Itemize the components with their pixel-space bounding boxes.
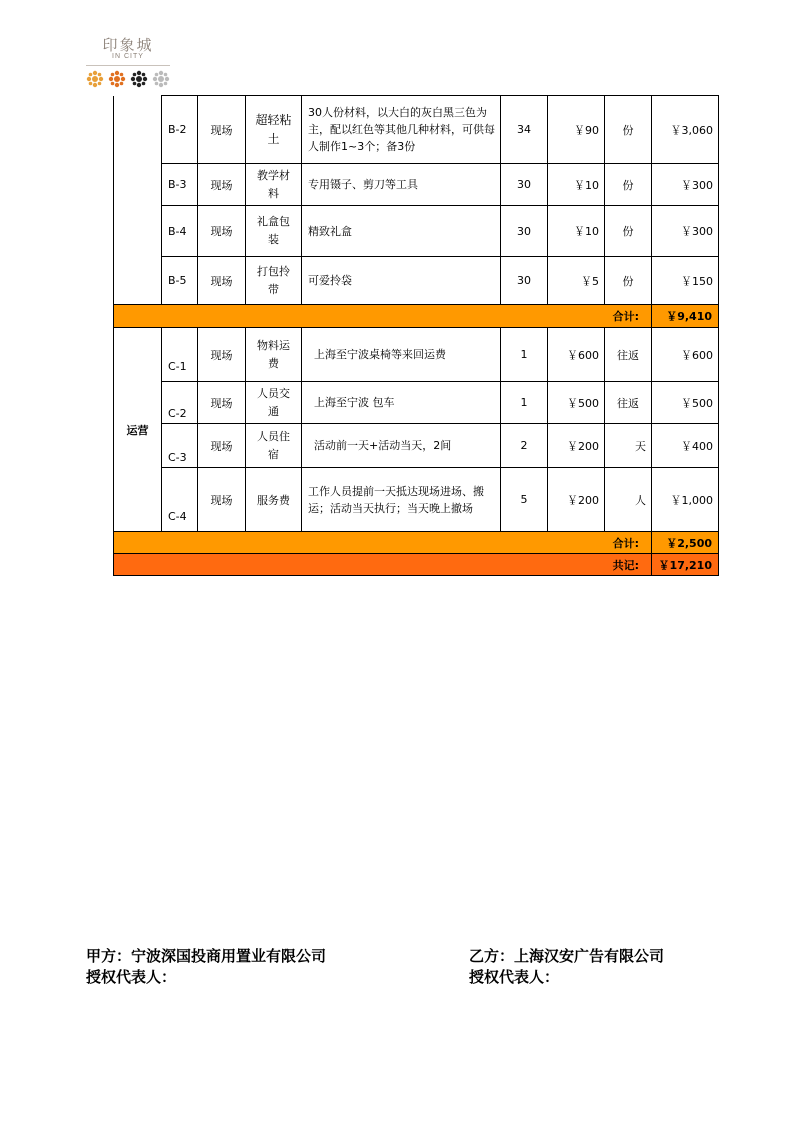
subtotal-label: 合计: [114, 305, 652, 328]
item-description: 精致礼盒 [302, 206, 501, 257]
item-name: 人员交通 [246, 382, 302, 424]
item-location: 现场 [198, 382, 246, 424]
item-unit-price: ￥90 [548, 96, 605, 164]
item-name: 人员住宿 [246, 424, 302, 468]
item-amount: ￥400 [652, 424, 719, 468]
item-quantity: 30 [501, 206, 548, 257]
item-unit: 往返 [605, 328, 652, 382]
item-location: 现场 [198, 468, 246, 532]
item-quantity: 30 [501, 164, 548, 206]
item-name: 服务费 [246, 468, 302, 532]
item-unit-price: ￥5 [548, 257, 605, 305]
item-amount: ￥300 [652, 206, 719, 257]
item-unit-price: ￥10 [548, 206, 605, 257]
party-a-representative: 授权代表人： [86, 968, 177, 986]
item-description: 30人份材料，以大白的灰白黑三色为主，配以红色等其他几种材料，可供每人制作1~3个；备3份 [302, 96, 501, 164]
item-code: B-3 [162, 164, 198, 206]
table-row [114, 382, 719, 424]
item-code: B-4 [162, 206, 198, 257]
item-description: 上海至宁波桌椅等来回运费 [302, 328, 501, 382]
quotation-table [113, 95, 719, 576]
table-row [114, 468, 719, 532]
item-unit-price: ￥600 [548, 328, 605, 382]
item-description: 活动前一天+活动当天，2间 [302, 424, 501, 468]
subtotal-row [114, 532, 719, 554]
item-unit: 天 [605, 424, 652, 468]
flower-icon [131, 71, 147, 87]
item-location: 现场 [198, 328, 246, 382]
flower-icon [153, 71, 169, 87]
grand-total-label: 共记: [114, 554, 652, 576]
item-quantity: 5 [501, 468, 548, 532]
item-unit-price: ￥500 [548, 382, 605, 424]
item-amount: ￥3,060 [652, 96, 719, 164]
item-amount: ￥500 [652, 382, 719, 424]
grand-total-value: ￥17,210 [652, 554, 719, 576]
table-row [114, 328, 719, 382]
item-name: 礼盒包装 [246, 206, 302, 257]
item-unit: 往返 [605, 382, 652, 424]
item-unit: 份 [605, 206, 652, 257]
item-location: 现场 [198, 164, 246, 206]
party-a-signature [86, 946, 326, 988]
flower-icon [87, 71, 103, 87]
item-location: 现场 [198, 96, 246, 164]
subtotal-row [114, 305, 719, 328]
flower-icon [109, 71, 125, 87]
item-unit: 人 [605, 468, 652, 532]
item-location: 现场 [198, 257, 246, 305]
flower-icons [86, 69, 176, 89]
table-row [114, 206, 719, 257]
subtotal-label: 合计: [114, 532, 652, 554]
item-description: 上海至宁波 包车 [302, 382, 501, 424]
item-code: C-1 [162, 328, 198, 382]
item-location: 现场 [198, 206, 246, 257]
item-unit: 份 [605, 257, 652, 305]
item-description: 可爱拎袋 [302, 257, 501, 305]
subtotal-value: ￥2,500 [652, 532, 719, 554]
section-label-operations: 运营 [114, 328, 162, 532]
party-a-name: 甲方：宁波深国投商用置业有限公司 [86, 947, 327, 965]
item-code: C-4 [162, 468, 198, 532]
item-amount: ￥1,000 [652, 468, 719, 532]
table-row [114, 96, 719, 164]
item-description: 专用镊子、剪刀等工具 [302, 164, 501, 206]
item-quantity: 34 [501, 96, 548, 164]
item-unit: 份 [605, 164, 652, 206]
company-logo [78, 34, 178, 94]
item-code: B-5 [162, 257, 198, 305]
item-quantity: 30 [501, 257, 548, 305]
item-quantity: 1 [501, 328, 548, 382]
logo-subtitle: IN CITY [112, 53, 144, 60]
logo-title: 印象城 [102, 36, 154, 54]
item-unit: 份 [605, 96, 652, 164]
item-amount: ￥600 [652, 328, 719, 382]
item-name: 教学材料 [246, 164, 302, 206]
item-name: 打包拎带 [246, 257, 302, 305]
item-code: B-2 [162, 96, 198, 164]
section-label-materials [114, 96, 162, 305]
party-b-representative: 授权代表人： [469, 968, 560, 986]
subtotal-value: ￥9,410 [652, 305, 719, 328]
item-description: 工作人员提前一天抵达现场进场、搬运；活动当天执行；当天晚上撤场 [302, 468, 501, 532]
item-unit-price: ￥200 [548, 468, 605, 532]
item-unit-price: ￥10 [548, 164, 605, 206]
party-b-signature [469, 946, 664, 988]
party-b-name: 乙方：上海汉安广告有限公司 [469, 947, 665, 965]
logo-divider [86, 65, 170, 66]
item-code: C-2 [162, 382, 198, 424]
item-location: 现场 [198, 424, 246, 468]
table-row [114, 424, 719, 468]
item-amount: ￥150 [652, 257, 719, 305]
item-amount: ￥300 [652, 164, 719, 206]
item-name: 超轻粘土 [246, 96, 302, 164]
item-quantity: 2 [501, 424, 548, 468]
item-unit-price: ￥200 [548, 424, 605, 468]
item-code: C-3 [162, 424, 198, 468]
grand-total-row [114, 554, 719, 576]
item-quantity: 1 [501, 382, 548, 424]
table-row [114, 164, 719, 206]
table-row [114, 257, 719, 305]
item-name: 物料运费 [246, 328, 302, 382]
